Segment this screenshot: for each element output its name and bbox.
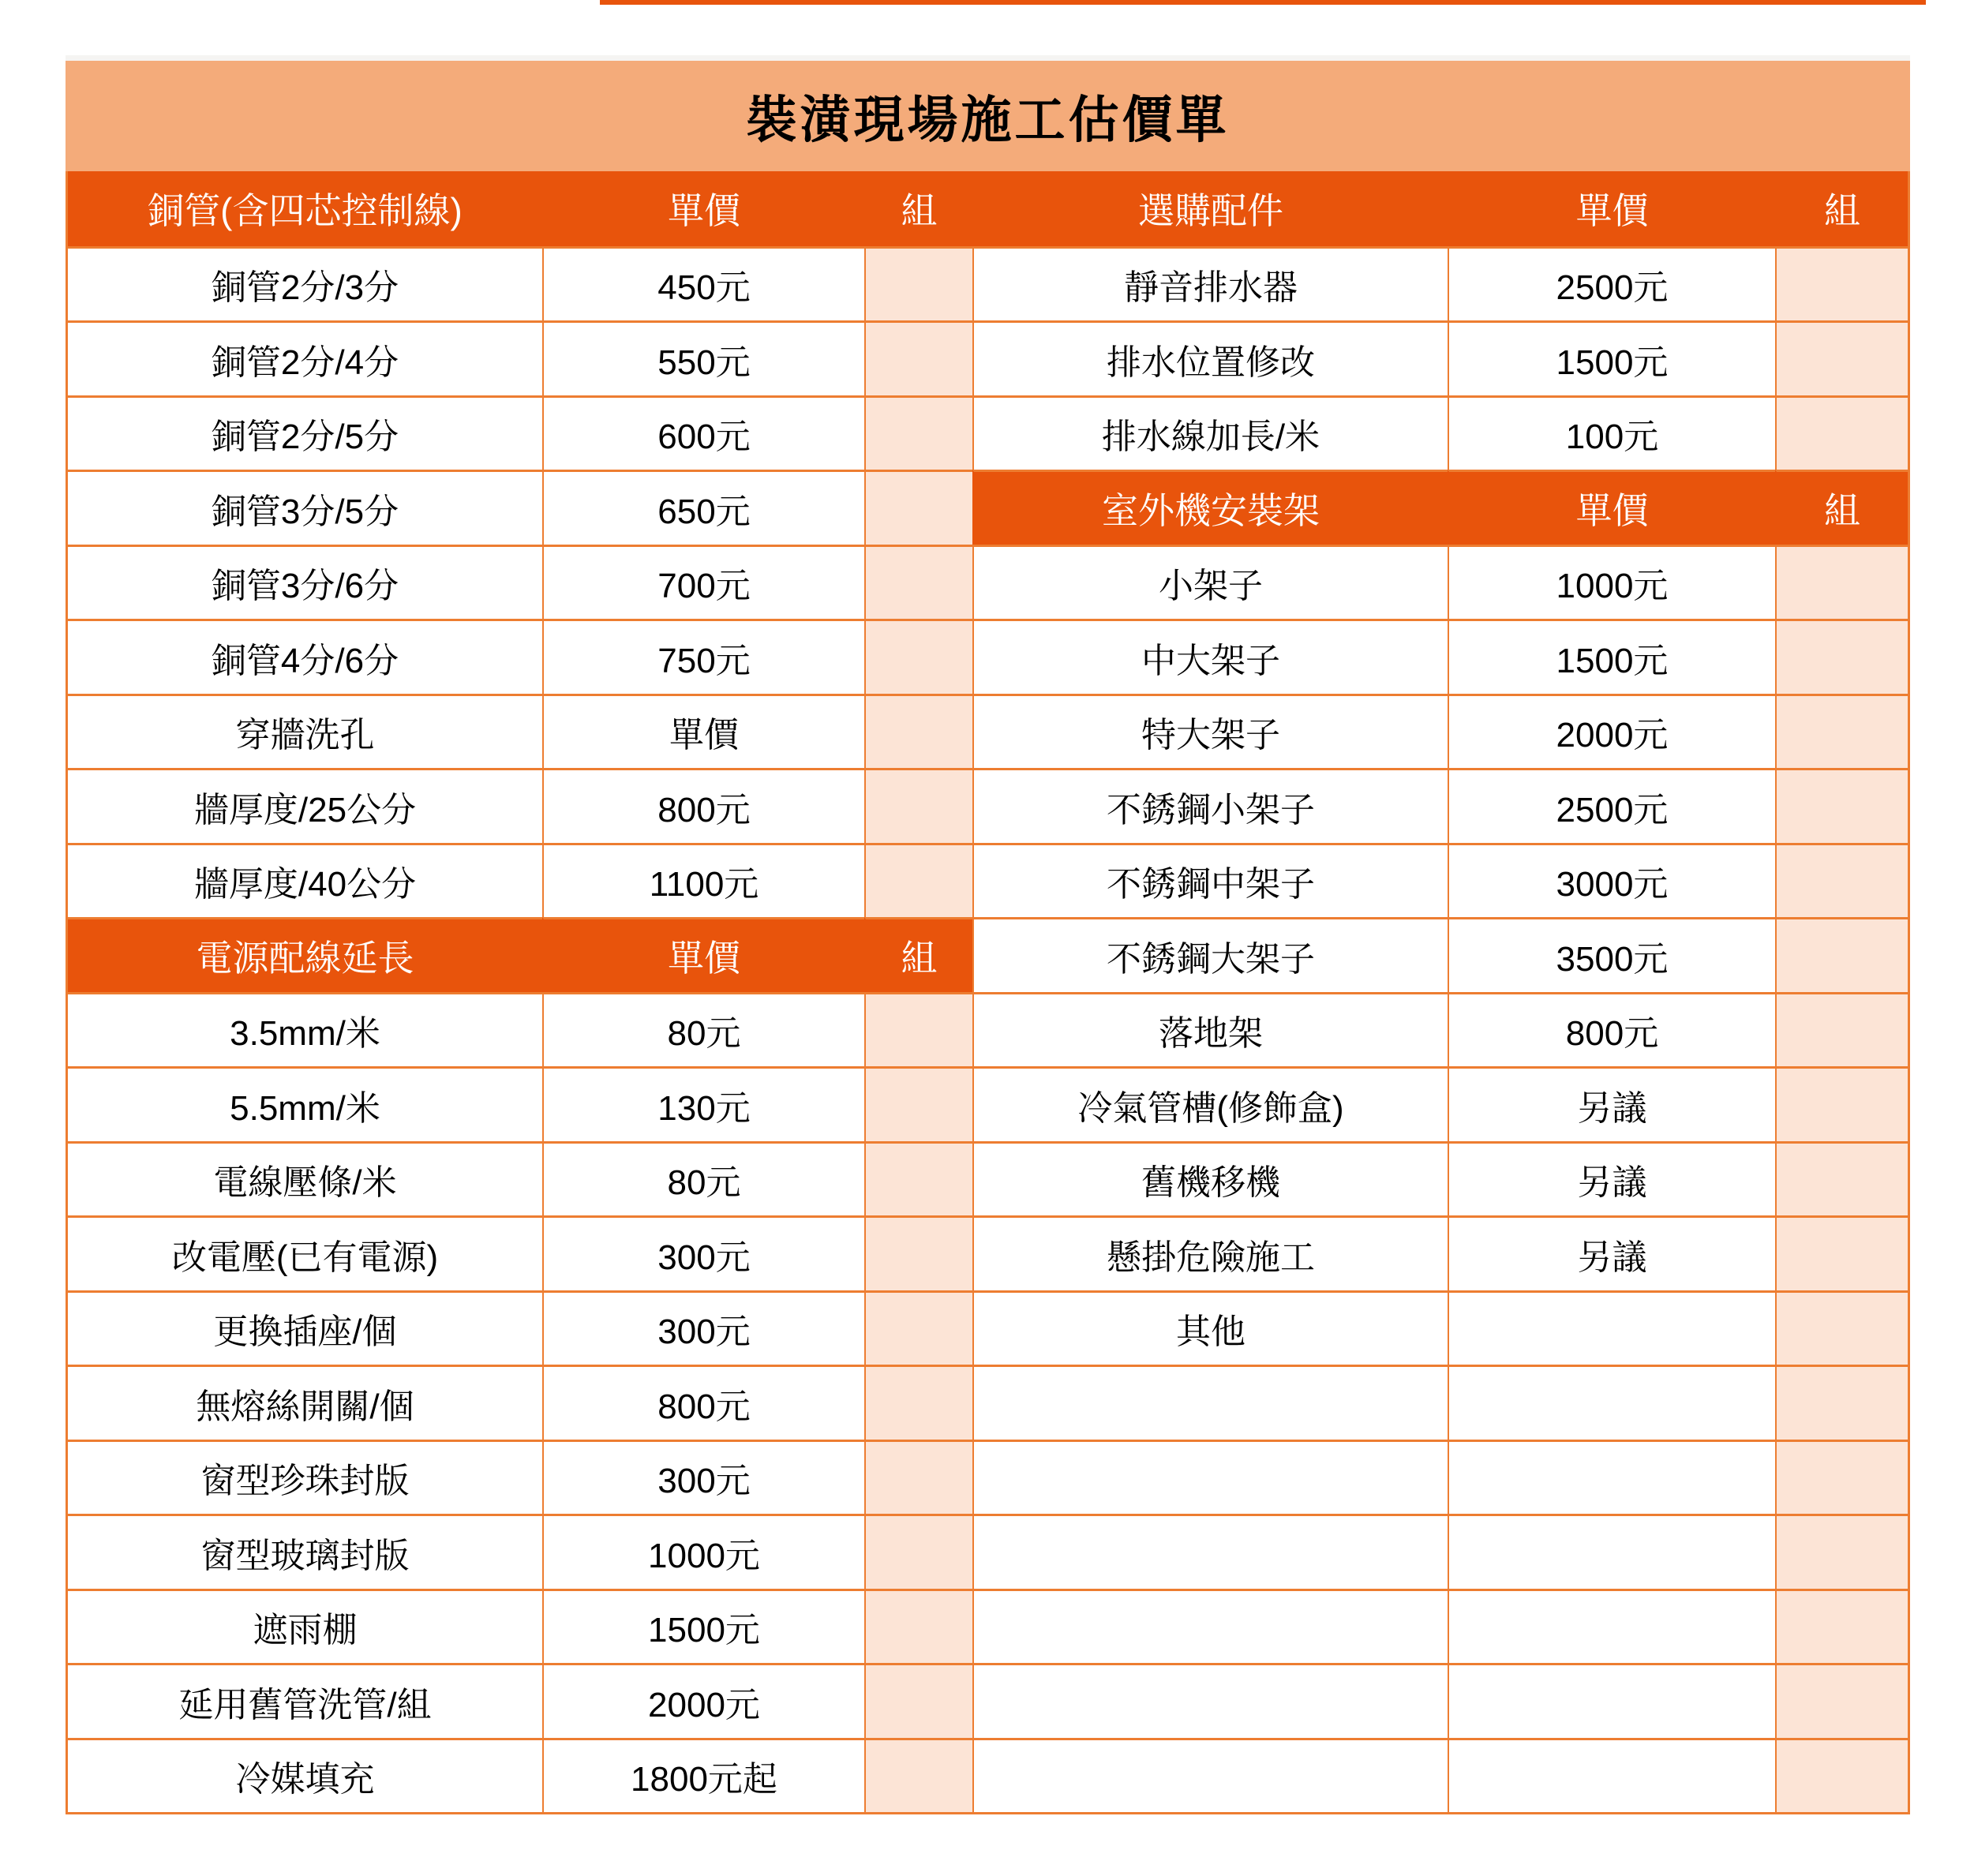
left-set-cell — [864, 1141, 972, 1216]
right-price-cell: 3500元 — [1448, 917, 1775, 992]
right-set-cell — [1775, 1589, 1908, 1664]
right-item-cell: 中大架子 — [972, 619, 1448, 694]
top-edge-artifact — [600, 0, 1926, 5]
left-item-cell: 牆厚度/40公分 — [68, 843, 542, 918]
left-price-cell: 300元 — [542, 1290, 864, 1365]
right-price-cell: 另議 — [1448, 1066, 1775, 1141]
right-set-cell — [1775, 545, 1908, 620]
left-price-cell: 2000元 — [542, 1663, 864, 1738]
right-price-cell — [1448, 1738, 1775, 1813]
left-price-cell: 300元 — [542, 1440, 864, 1515]
left-price-cell: 800元 — [542, 1365, 864, 1440]
left-price-cell: 600元 — [542, 395, 864, 470]
right-item-cell — [972, 1514, 1448, 1589]
right-item-cell: 懸掛危險施工 — [972, 1215, 1448, 1290]
right-item-cell: 落地架 — [972, 992, 1448, 1067]
right-price-cell: 2500元 — [1448, 768, 1775, 843]
left-item-cell: 銅管2分/3分 — [68, 246, 542, 321]
right-set-cell — [1775, 843, 1908, 918]
left-item-cell: 電線壓條/米 — [68, 1141, 542, 1216]
left-item-cell: 改電壓(已有電源) — [68, 1215, 542, 1290]
right-item-cell — [972, 1738, 1448, 1813]
right-set-cell — [1775, 395, 1908, 470]
right-item-cell: 排水位置修改 — [972, 320, 1448, 395]
left-set-cell — [864, 619, 972, 694]
right-price-cell — [1448, 1589, 1775, 1664]
left-item-cell: 銅管2分/5分 — [68, 395, 542, 470]
right-price-cell — [1448, 1290, 1775, 1365]
left-price-cell: 1500元 — [542, 1589, 864, 1664]
right-price-cell: 另議 — [1448, 1141, 1775, 1216]
left-price-cell: 80元 — [542, 992, 864, 1067]
left-header-price-cell: 單價 — [542, 171, 864, 246]
left-item-cell: 無熔絲開關/個 — [68, 1365, 542, 1440]
left-set-cell — [864, 1663, 972, 1738]
right-price-cell: 800元 — [1448, 992, 1775, 1067]
left-item-cell: 窗型珍珠封版 — [68, 1440, 542, 1515]
left-set-cell — [864, 470, 972, 545]
left-price-cell: 單價 — [542, 694, 864, 769]
left-set-cell — [864, 1215, 972, 1290]
left-section-header-price-cell: 單價 — [542, 917, 864, 992]
right-header-item-cell: 選購配件 — [972, 171, 1448, 246]
right-price-cell: 3000元 — [1448, 843, 1775, 918]
left-item-cell: 冷媒填充 — [68, 1738, 542, 1813]
left-price-cell: 80元 — [542, 1141, 864, 1216]
right-item-cell: 舊機移機 — [972, 1141, 1448, 1216]
right-price-cell: 另議 — [1448, 1215, 1775, 1290]
left-set-cell — [864, 1589, 972, 1664]
right-item-cell: 不銹鋼中架子 — [972, 843, 1448, 918]
left-item-cell: 銅管3分/6分 — [68, 545, 542, 620]
right-set-cell — [1775, 1514, 1908, 1589]
right-item-cell: 靜音排水器 — [972, 246, 1448, 321]
right-price-cell: 2000元 — [1448, 694, 1775, 769]
right-item-cell — [972, 1663, 1448, 1738]
right-price-cell — [1448, 1663, 1775, 1738]
right-item-cell — [972, 1589, 1448, 1664]
left-set-cell — [864, 1738, 972, 1813]
right-set-cell — [1775, 1290, 1908, 1365]
left-header-item-cell: 銅管(含四芯控制線) — [68, 171, 542, 246]
right-set-cell — [1775, 1440, 1908, 1515]
right-item-cell: 特大架子 — [972, 694, 1448, 769]
right-set-cell — [1775, 694, 1908, 769]
right-set-cell — [1775, 1663, 1908, 1738]
right-price-cell: 1500元 — [1448, 619, 1775, 694]
left-price-cell: 750元 — [542, 619, 864, 694]
left-set-cell — [864, 843, 972, 918]
left-item-cell: 更換插座/個 — [68, 1290, 542, 1365]
left-set-cell — [864, 1066, 972, 1141]
left-set-cell — [864, 768, 972, 843]
right-section-header-set-cell: 組 — [1775, 470, 1908, 545]
left-set-cell — [864, 1290, 972, 1365]
right-set-cell — [1775, 320, 1908, 395]
left-price-cell: 800元 — [542, 768, 864, 843]
right-price-cell: 2500元 — [1448, 246, 1775, 321]
left-price-cell: 1100元 — [542, 843, 864, 918]
left-item-cell: 窗型玻璃封版 — [68, 1514, 542, 1589]
right-set-cell — [1775, 992, 1908, 1067]
left-price-cell: 130元 — [542, 1066, 864, 1141]
left-item-cell: 3.5mm/米 — [68, 992, 542, 1067]
right-section-header-item-cell: 室外機安裝架 — [972, 470, 1448, 545]
left-price-cell: 300元 — [542, 1215, 864, 1290]
left-header-set-cell: 組 — [864, 171, 972, 246]
right-set-cell — [1775, 1066, 1908, 1141]
price-table — [66, 171, 1910, 1814]
left-set-cell — [864, 1514, 972, 1589]
left-set-cell — [864, 545, 972, 620]
left-item-cell: 銅管2分/4分 — [68, 320, 542, 395]
left-set-cell — [864, 320, 972, 395]
left-item-cell: 遮雨棚 — [68, 1589, 542, 1664]
right-item-cell: 不銹鋼小架子 — [972, 768, 1448, 843]
estimate-sheet — [66, 61, 1910, 1814]
right-price-cell — [1448, 1365, 1775, 1440]
left-item-cell: 穿牆洗孔 — [68, 694, 542, 769]
right-section-header-price-cell: 單價 — [1448, 470, 1775, 545]
right-set-cell — [1775, 1215, 1908, 1290]
left-item-cell: 銅管3分/5分 — [68, 470, 542, 545]
left-item-cell: 銅管4分/6分 — [68, 619, 542, 694]
right-set-cell — [1775, 1141, 1908, 1216]
left-set-cell — [864, 992, 972, 1067]
right-header-price-cell: 單價 — [1448, 171, 1775, 246]
right-price-cell: 1500元 — [1448, 320, 1775, 395]
left-item-cell: 牆厚度/25公分 — [68, 768, 542, 843]
left-section-header-set-cell: 組 — [864, 917, 972, 992]
right-set-cell — [1775, 619, 1908, 694]
right-item-cell: 小架子 — [972, 545, 1448, 620]
right-price-cell: 100元 — [1448, 395, 1775, 470]
left-item-cell: 5.5mm/米 — [68, 1066, 542, 1141]
left-set-cell — [864, 1365, 972, 1440]
right-set-cell — [1775, 768, 1908, 843]
right-item-cell: 其他 — [972, 1290, 1448, 1365]
left-price-cell: 650元 — [542, 470, 864, 545]
left-set-cell — [864, 1440, 972, 1515]
right-price-cell: 1000元 — [1448, 545, 1775, 620]
left-price-cell: 450元 — [542, 246, 864, 321]
right-set-cell — [1775, 917, 1908, 992]
left-price-cell: 550元 — [542, 320, 864, 395]
right-price-cell — [1448, 1440, 1775, 1515]
left-price-cell: 1800元起 — [542, 1738, 864, 1813]
left-section-header-item-cell: 電源配線延長 — [68, 917, 542, 992]
left-price-cell: 700元 — [542, 545, 864, 620]
right-item-cell: 排水線加長/米 — [972, 395, 1448, 470]
right-set-cell — [1775, 246, 1908, 321]
right-item-cell: 冷氣管槽(修飾盒) — [972, 1066, 1448, 1141]
right-set-cell — [1775, 1365, 1908, 1440]
title-top-shadow — [66, 55, 1910, 61]
left-set-cell — [864, 694, 972, 769]
left-set-cell — [864, 395, 972, 470]
right-price-cell — [1448, 1514, 1775, 1589]
page-title: 裝潢現場施工估價單 — [66, 61, 1910, 171]
right-set-cell — [1775, 1738, 1908, 1813]
left-item-cell: 延用舊管洗管/組 — [68, 1663, 542, 1738]
right-item-cell — [972, 1365, 1448, 1440]
right-item-cell — [972, 1440, 1448, 1515]
right-item-cell: 不銹鋼大架子 — [972, 917, 1448, 992]
left-set-cell — [864, 246, 972, 321]
right-header-set-cell: 組 — [1775, 171, 1908, 246]
left-price-cell: 1000元 — [542, 1514, 864, 1589]
